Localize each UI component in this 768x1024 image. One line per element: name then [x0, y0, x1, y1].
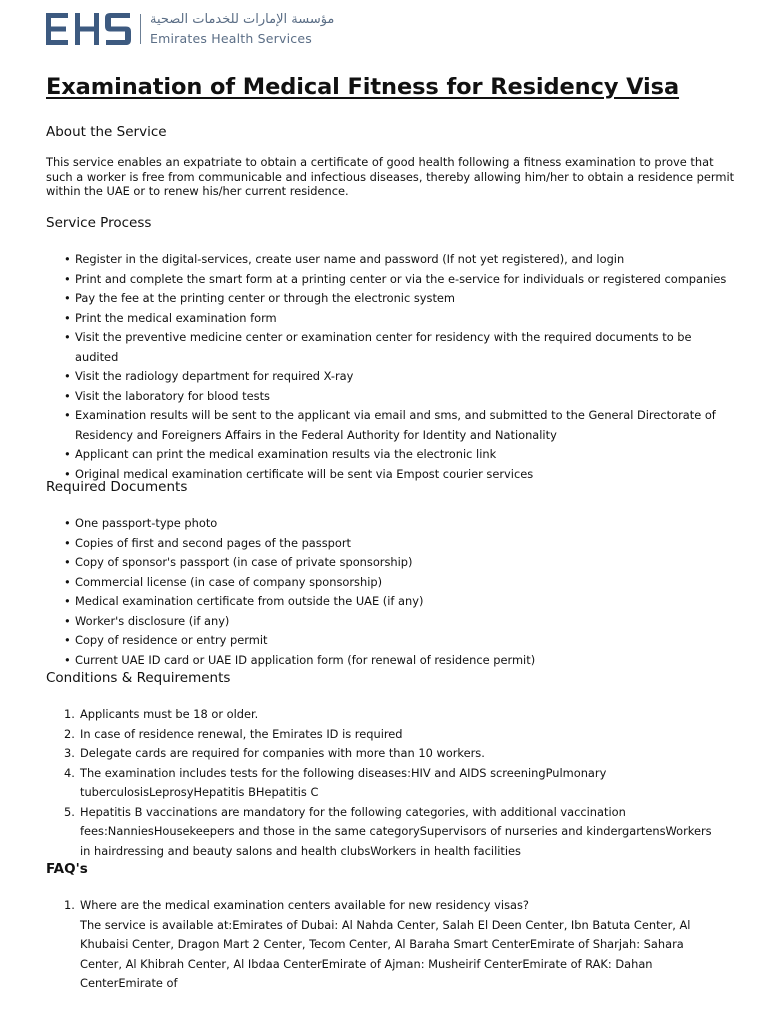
documents-list: [64, 514, 734, 670]
list-item: [64, 725, 714, 745]
emirates-health-services-logo: [46, 12, 335, 46]
process-section: [46, 215, 726, 231]
list-item: • Medical examination certificate from outside the UAE (if any): [64, 592, 734, 612]
faq-question: Where are the medical examination centers available for new residency visas?: [80, 898, 529, 912]
faq-answer: The service is available at:Emirates of Dubai: Al Nahda Center, Salah El Deen Center, Ibn Batuta Center, Al Khubaisi Center, Dragon Mart 2 Center, Tecom Center, Al Baraha Smart CenterEmirate of Sharjah: Sahara Center, Al Khibrah Center, Al Ibdaa CenterEmirate of Ajman: Musheirif CenterEmirate of RAK: Dahan CenterEmirate of: [80, 917, 691, 990]
list-item: • Copy of residence or entry permit: [64, 631, 734, 651]
list-item: • Visit the laboratory for blood tests: [64, 387, 734, 407]
list-item: [64, 803, 714, 862]
documents-heading: Required Documents: [46, 479, 188, 495]
list-item: • Pay the fee at the printing center or through the electronic system: [64, 289, 734, 309]
item-text: In case of residence renewal, the Emirates ID is required: [80, 726, 403, 741]
item-text: Delegate cards are required for companies with more than 10 workers.: [80, 746, 485, 760]
list-item: • Commercial license (in case of company sponsorship): [64, 573, 734, 593]
process-list: [64, 250, 734, 484]
list-item: • Current UAE ID card or UAE ID application form (for renewal of residence permit): [64, 651, 734, 671]
list-item: • Visit the radiology department for required X-ray: [64, 367, 734, 387]
logo-arabic-name: مؤسسة الإمارات للخدمات الصحية: [150, 12, 335, 27]
about-text: This service enables an expatriate to obtain a certificate of good health following a fitness examination to prove that such a worker is free from communicable and infectious diseases, thereby allowing him/her to obtain a residence permit within the UAE or to renew his/her current residence.: [46, 155, 735, 198]
list-item: • Visit the preventive medicine center or examination center for residency with the required documents to be audited: [64, 328, 734, 367]
process-heading: Service Process: [46, 215, 152, 231]
conditions-heading: Conditions & Requirements: [46, 670, 231, 686]
list-item: • Print and complete the smart form at a printing center or via the e-service for individuals or registered companies: [64, 270, 734, 290]
list-item: • One passport-type photo: [64, 514, 734, 534]
list-item: [64, 764, 714, 803]
item-number: 4.: [64, 765, 75, 780]
faq-item: [64, 896, 714, 994]
list-item: • Examination results will be sent to the applicant via email and sms, and submitted to the General Directorate of Residency and Foreigners Affairs in the Federal Authority for Identity and Nationality: [64, 406, 734, 445]
logo-english-name: Emirates Health Services: [150, 31, 312, 46]
list-item: • Register in the digital-services, create user name and password (If not yet registered), and login: [64, 250, 734, 270]
faq-heading: FAQ's: [46, 861, 88, 877]
ehs-logo-icon: [46, 12, 134, 46]
list-item: [64, 744, 714, 764]
item-number: 1.: [64, 707, 75, 721]
faq-list: [64, 896, 714, 994]
item-number: 5.: [64, 804, 75, 819]
about-section: [46, 124, 726, 140]
documents-section: [46, 479, 726, 495]
list-item: [64, 705, 714, 725]
faq-section: [46, 861, 726, 877]
list-item: • Original medical examination certificate will be sent via Empost courier services: [64, 465, 734, 485]
list-item: • Copy of sponsor's passport (in case of private sponsorship): [64, 553, 734, 573]
item-number: 2.: [64, 726, 75, 741]
list-item: • Worker's disclosure (if any): [64, 612, 734, 632]
item-text: Hepatitis B vaccinations are mandatory for the following categories, with additional vaccination fees:NanniesHousekeepers and those in the same categorySupervisors of nurseries and kindergartensWorkers in hairdressing and beauty salons and health clubsWorkers in health facilities: [80, 804, 712, 858]
item-text: The examination includes tests for the following diseases:HIV and AIDS screeningPulmonary tuberculosisLeprosyHepatitis BHepatitis C: [80, 765, 607, 799]
list-item: • Applicant can print the medical examination results via the electronic link: [64, 445, 734, 465]
item-number: 1.: [64, 898, 75, 912]
list-item: • Print the medical examination form: [64, 309, 734, 329]
conditions-section: [46, 670, 726, 686]
logo-divider: [140, 14, 141, 44]
page-title: Examination of Medical Fitness for Residency Visa: [46, 74, 680, 100]
list-item: • Copies of first and second pages of the passport: [64, 534, 734, 554]
about-heading: About the Service: [46, 124, 167, 140]
item-text: Applicants must be 18 or older.: [80, 707, 259, 721]
item-number: 3.: [64, 746, 75, 760]
conditions-list: [64, 705, 714, 861]
